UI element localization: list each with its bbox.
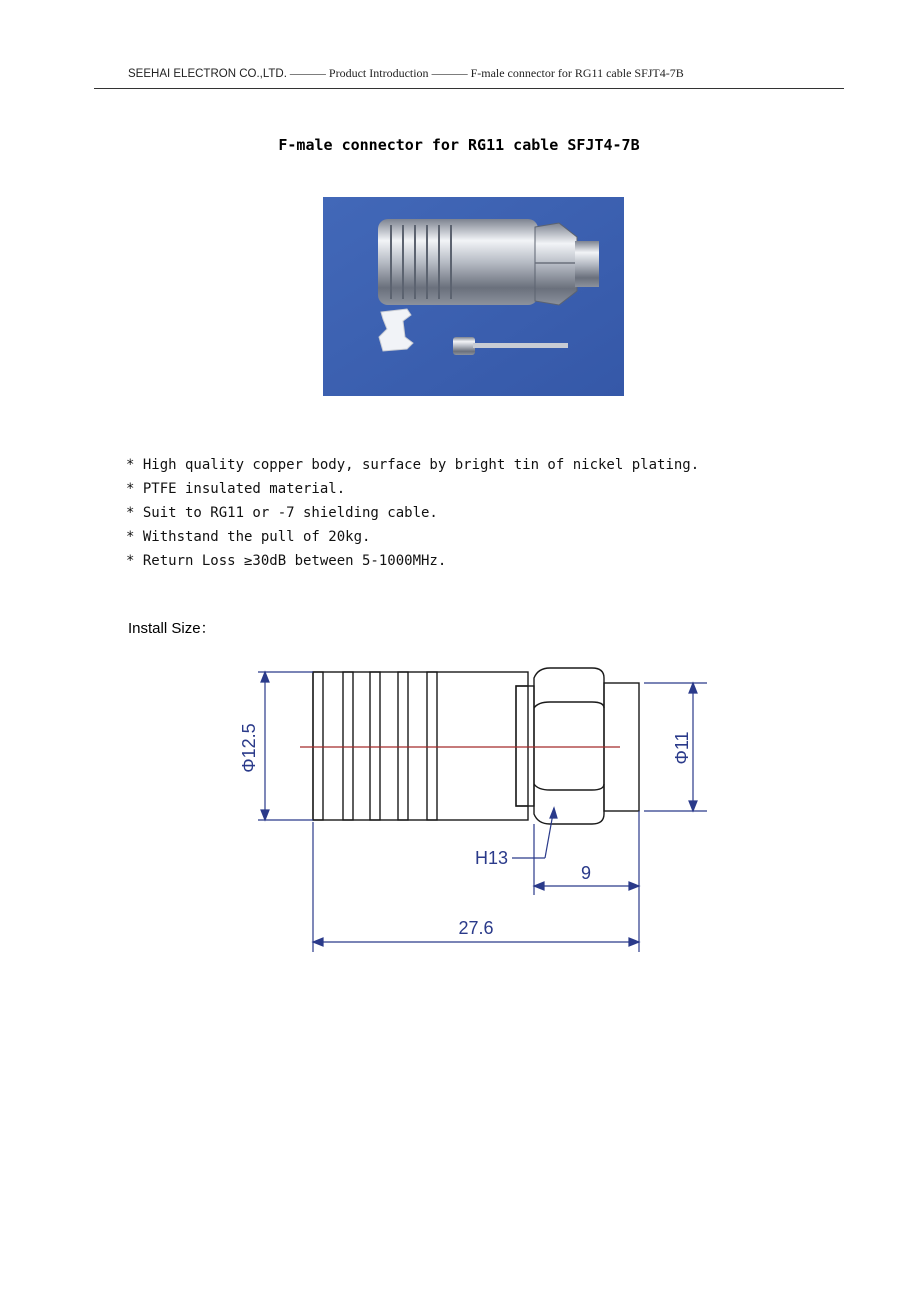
hex-nut-outline (534, 668, 604, 824)
dimension-hex: H13 (474, 848, 508, 868)
feature-item: * Withstand the pull of 20kg. (126, 529, 371, 545)
install-size-label: Install Size： (128, 620, 216, 637)
photo-pin (473, 343, 568, 348)
connector-product-photo (323, 197, 624, 396)
header-section: Product Introduction (328, 66, 429, 80)
header-product: F-male connector for RG11 cable SFJT4-7B (470, 66, 684, 80)
header-separator-1: ——— (289, 66, 326, 80)
feature-item: * High quality copper body, surface by bright tin of nickel plating. (126, 457, 700, 473)
header-rule (94, 88, 844, 89)
dimension-diameter-nut: Φ11 (672, 731, 692, 765)
install-size-drawing (210, 650, 760, 975)
dimension-nut-length: 9 (580, 863, 592, 883)
page-header (128, 66, 848, 81)
photo-front-tip (575, 241, 599, 287)
dimension-total-length: 27.6 (458, 918, 494, 938)
connector-outline (313, 668, 639, 824)
photo-hex-nut (535, 223, 577, 305)
body-outline (313, 672, 528, 820)
page-title: F-male connector for RG11 cable SFJT4-7B (278, 136, 640, 154)
photo-pin-sleeve (453, 337, 475, 355)
header-separator-2: ——— (431, 66, 468, 80)
feature-item: * Suit to RG11 or -7 shielding cable. (126, 505, 438, 521)
feature-list (126, 453, 699, 573)
feature-item: * Return Loss ≥30dB between 5-1000MHz. (126, 553, 447, 569)
header-company: SEEHAI ELECTRON CO.,LTD. (128, 68, 287, 80)
feature-item: * PTFE insulated material. (126, 481, 346, 497)
dimension-diameter-body: Φ12.5 (239, 723, 259, 773)
